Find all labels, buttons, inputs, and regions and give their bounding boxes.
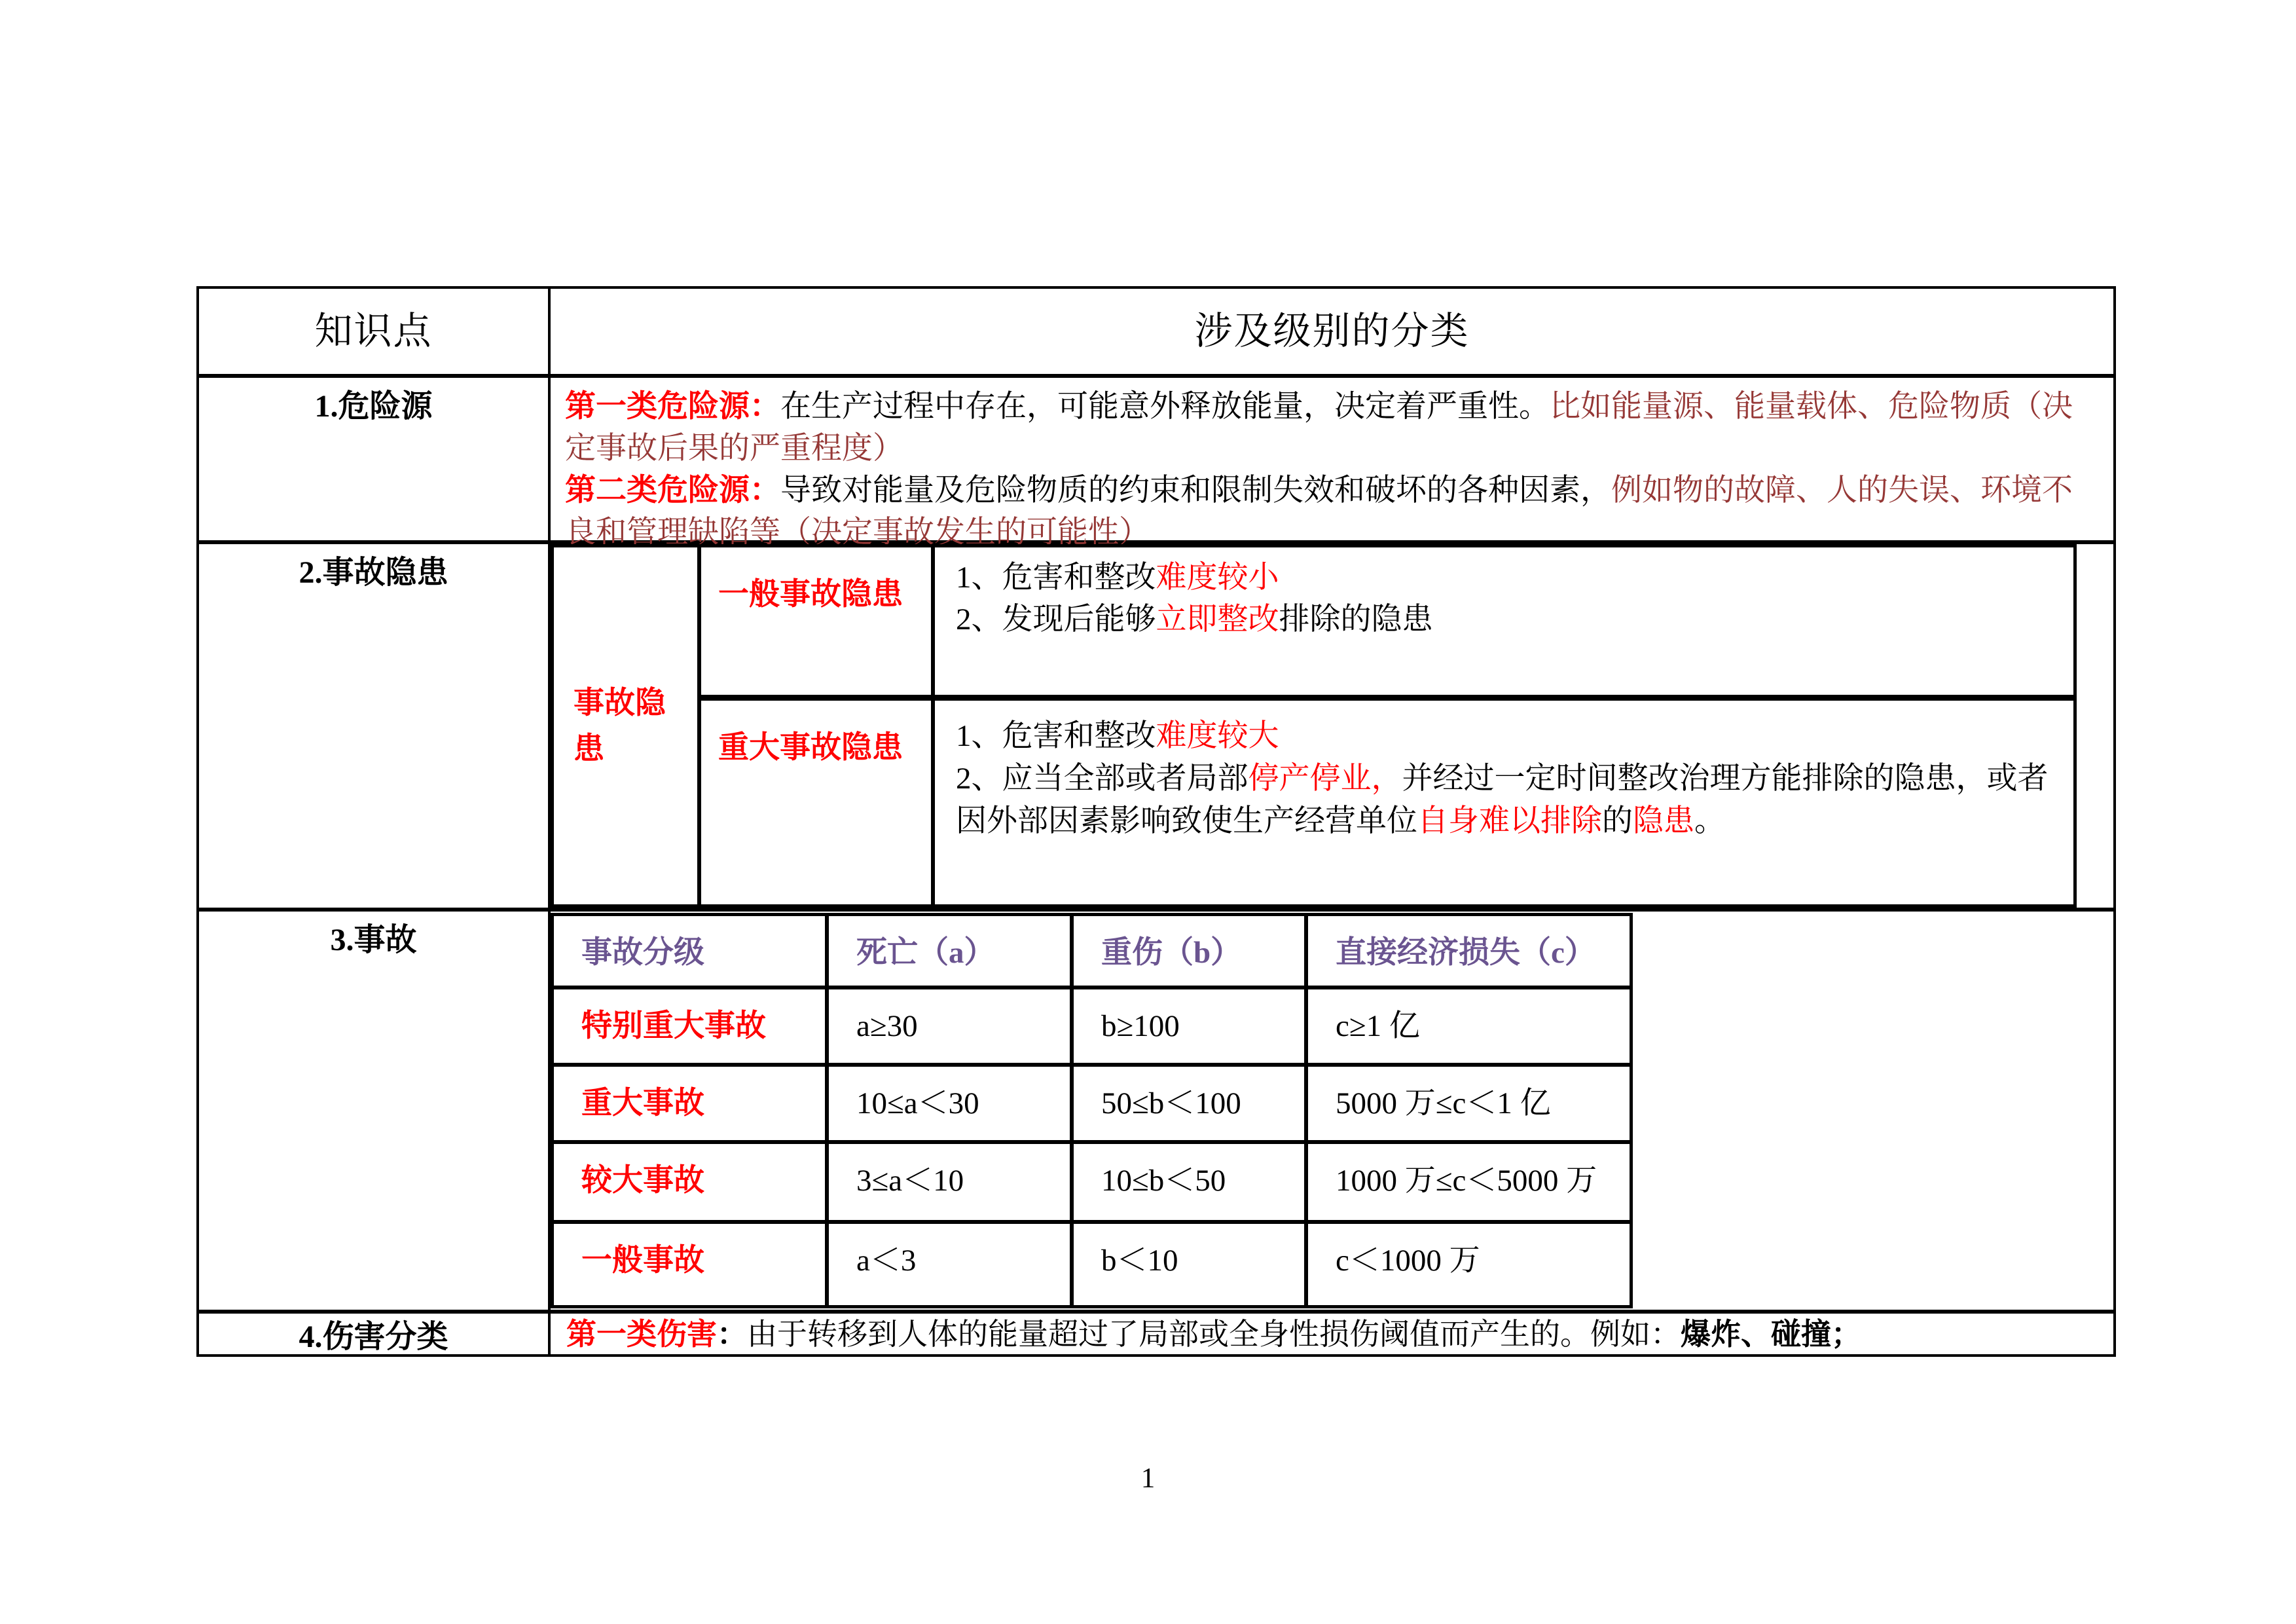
row-injury-class <box>199 1314 2113 1354</box>
grade-row1-label: 特别重大事故 <box>554 989 829 1067</box>
general-item2-text2: 排除的隐患 <box>1279 602 1433 637</box>
major-item2-red1: 停产停业， <box>1248 762 1402 796</box>
header-knowledge-point <box>199 289 551 374</box>
hazard-class2-example: 例如物的故障、人的失误、环境不良和管理缺陷等（决定事故发生的可能性） <box>565 473 2073 549</box>
hidden-danger-content <box>551 544 2113 908</box>
hazard-class2-lead: 第二类危险源： <box>565 473 780 507</box>
major-item2-text4: 。 <box>1694 804 1725 838</box>
major-item2-text3: 的 <box>1602 804 1633 838</box>
grade-header-level: 事故分级 <box>554 916 829 989</box>
major-danger-detail-cell <box>935 701 2073 904</box>
grade-header-injury: 重伤（b） <box>1074 916 1308 989</box>
general-danger-label-cell: 一般事故隐患 <box>701 547 935 701</box>
header-classification-text: 涉及级别的分类 <box>1194 310 1470 352</box>
major-danger-item1 <box>956 715 2055 758</box>
table-header-row <box>199 289 2113 378</box>
header-knowledge-point-text: 知识点 <box>314 310 433 352</box>
hazard-source-content <box>551 378 2113 549</box>
hazard-class2-body: 导致对能量及危险物质的约束和限制失效和破坏的各种因素， <box>780 473 1611 507</box>
injury-class1-body: 由于转移到人体的能量超过了局部或全身性损伤阈值而产生的。例如： <box>747 1318 1681 1351</box>
major-danger-item2 <box>956 758 2055 843</box>
grade-header-loss: 直接经济损失（c） <box>1308 916 1630 989</box>
label-injury-class: 4.伤害分类 <box>199 1314 551 1354</box>
grade-row1-loss: c≥1 亿 <box>1308 989 1630 1067</box>
major-item2-text1: 2、应当全部或者局部 <box>956 762 1248 796</box>
grade-row1-injury: b≥100 <box>1074 989 1308 1067</box>
accident-grade-table <box>551 913 1633 1308</box>
hazard-class2-paragraph <box>565 470 2098 553</box>
grade-row4-death: a＜3 <box>829 1224 1074 1305</box>
grade-header-death: 死亡（a） <box>829 916 1074 989</box>
hazard-class1-lead: 第一类危险源： <box>565 390 780 424</box>
major-item1-red: 难度较大 <box>1156 719 1279 753</box>
general-danger-detail-cell <box>935 547 2073 701</box>
grade-row2-loss: 5000 万≤c＜1 亿 <box>1308 1067 1630 1144</box>
grade-row1-death: a≥30 <box>829 989 1074 1067</box>
hidden-danger-table <box>551 544 2077 908</box>
major-item2-text2: 并经过一定时间整改治理方能排除的隐患，或者因外部因素影响致使生产经营单位 <box>956 762 2049 838</box>
grade-row2-death: 10≤a＜30 <box>829 1067 1074 1144</box>
knowledge-table <box>196 286 2116 1357</box>
injury-class-content <box>551 1314 2113 1354</box>
page-number: 1 <box>1140 1463 1156 1494</box>
grade-row4-injury: b＜10 <box>1074 1224 1308 1305</box>
hidden-danger-group-label: 事故隐患 <box>574 686 666 766</box>
grade-row3-death: 3≤a＜10 <box>829 1144 1074 1224</box>
grade-row2-label: 重大事故 <box>554 1067 829 1144</box>
label-hidden-danger: 2.事故隐患 <box>199 544 551 908</box>
hazard-class1-example: 比如能量源、能量载体、危险物质（决定事故后果的严重程度） <box>565 390 2073 466</box>
major-item2-red2: 自身难以排除 <box>1417 804 1602 838</box>
label-accident: 3.事故 <box>199 912 551 1310</box>
grade-row3-injury: 10≤b＜50 <box>1074 1144 1308 1224</box>
grade-row4-loss: c＜1000 万 <box>1336 1244 1480 1278</box>
row-accident <box>199 912 2113 1314</box>
header-classification <box>551 289 2113 374</box>
general-item2-red: 立即整改 <box>1156 602 1279 637</box>
hazard-class1-body: 在生产过程中存在，可能意外释放能量，决定着严重性。 <box>780 390 1550 424</box>
general-danger-item2 <box>956 599 2055 640</box>
grade-row3-label: 较大事故 <box>554 1144 829 1224</box>
grade-row3-loss: 1000 万≤c＜5000 万 <box>1308 1144 1630 1224</box>
row-hazard-source <box>199 378 2113 549</box>
grade-row2-injury: 50≤b＜100 <box>1074 1067 1308 1144</box>
label-hazard-source: 1.危险源 <box>199 378 551 540</box>
major-item1-text: 1、危害和整改 <box>956 719 1156 753</box>
major-item2-red3: 隐患 <box>1633 804 1694 838</box>
row-hidden-danger <box>199 544 2113 912</box>
injury-class1-lead: 第一类伤害 <box>566 1318 717 1351</box>
grade-row4-label: 一般事故 <box>554 1224 829 1305</box>
hazard-class1-paragraph <box>565 386 2098 470</box>
injury-class1-colon: ： <box>717 1318 747 1351</box>
general-item1-text: 1、危害和整改 <box>956 561 1156 595</box>
general-item2-text1: 2、发现后能够 <box>956 602 1156 637</box>
injury-class1-examples: 爆炸、碰撞； <box>1681 1318 1861 1351</box>
general-item1-red: 难度较小 <box>1156 561 1279 595</box>
general-danger-item1 <box>956 557 2055 599</box>
hidden-danger-group-cell <box>554 547 701 904</box>
accident-content <box>551 912 2113 1310</box>
major-danger-label-cell: 重大事故隐患 <box>701 701 935 904</box>
